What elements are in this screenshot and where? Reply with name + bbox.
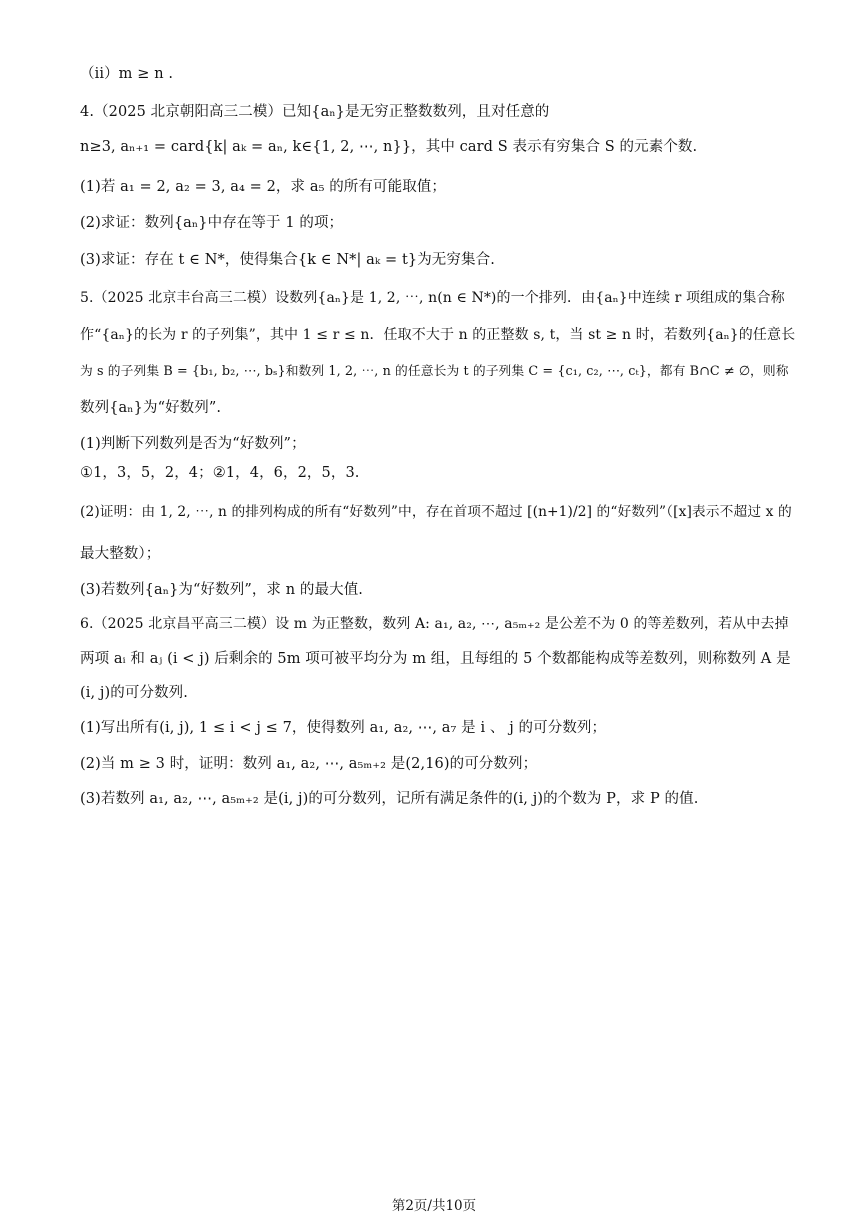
problem-4-part-1: (1)若 a₁ = 2, a₂ = 3, a₄ = 2，求 a₅ 的所有可能取值； — [80, 179, 447, 195]
problem-5-line-2: 作“{aₙ}的长为 r 的子列集”，其中 1 ≤ r ≤ n．任取不大于 n 的正整数 s, t，当 st ≥ n 时，若数列{aₙ}的任意长 — [80, 327, 796, 343]
problem-4-definition: n≥3, aₙ₊₁ = card{k| aₖ = aₙ, k∈{1, 2, ⋯, n}}，其中 card S 表示有穷集合 S 的元素个数. — [80, 139, 698, 155]
problem-6-part-1: (1)写出所有(i, j), 1 ≤ i < j ≤ 7，使得数列 a₁, a₂, ⋯, a₇ 是 i 、 j 的可分数列； — [80, 720, 607, 736]
problem-5-part-1: (1)判断下列数列是否为“好数列”； — [80, 436, 306, 452]
problem-5-part-2-cont: 最大整数）； — [80, 546, 161, 562]
problem-5-line-4: 数列{aₙ}为“好数列”. — [80, 400, 222, 416]
problem-6-line-2: 两项 aᵢ 和 aⱼ (i < j) 后剩余的 5m 项可被平均分为 m 组，且每组的 5 个数都能构成等差数列，则称数列 A 是 — [80, 651, 791, 667]
problem-5-part-3: (3)若数列{aₙ}为“好数列”，求 n 的最大值. — [80, 582, 363, 598]
problem-4-part-2: (2)求证：数列{aₙ}中存在等于 1 的项； — [80, 215, 344, 231]
page-footer: 第2页/共10页 — [391, 1198, 477, 1214]
problem-6-part-2: (2)当 m ≥ 3 时，证明：数列 a₁, a₂, ⋯, a₅ₘ₊₂ 是(2,16)的可分数列； — [80, 756, 538, 772]
problem-5-line-3: 为 s 的子列集 B = {b₁, b₂, ⋯, bₛ}和数列 1, 2, ⋯, n 的任意长为 t 的子列集 C = {c₁, c₂, ⋯, cₜ}，都有 B∩C ≠ ∅，则称 — [80, 364, 789, 379]
problem-4-intro: 4.（2025 北京朝阳高三二模）已知{aₙ}是无穷正整数数列，且对任意的 — [80, 104, 550, 120]
problem-6-intro: 6.（2025 北京昌平高三二模）设 m 为正整数，数列 A: a₁, a₂, ⋯, a₅ₘ₊₂ 是公差不为 0 的等差数列，若从中去掉 — [80, 616, 789, 632]
problem-5-part-1-sequences: ①1，3，5，2，4；②1，4，6，2，5，3. — [80, 465, 360, 481]
problem-4-part-3: (3)求证：存在 t ∈ N*，使得集合{k ∈ N*| aₖ = t}为无穷集合. — [80, 252, 495, 268]
problem-6-part-3: (3)若数列 a₁, a₂, ⋯, a₅ₘ₊₂ 是(i, j)的可分数列，记所有满足条件的(i, j)的个数为 P，求 P 的值. — [80, 791, 699, 807]
text-line-1: （ii）m ≥ n . — [80, 66, 174, 82]
problem-5-part-2: (2)证明：由 1, 2, ⋯, n 的排列构成的所有“好数列”中，存在首项不超过 [(n+1)/2] 的“好数列”（[x]表示不超过 x 的 — [80, 504, 792, 520]
problem-5-intro: 5.（2025 北京丰台高三二模）设数列{aₙ}是 1, 2, ⋯, n(n ∈ N*)的一个排列．由{aₙ}中连续 r 项组成的集合称 — [80, 290, 785, 306]
problem-6-line-3: (i, j)的可分数列. — [80, 685, 188, 701]
